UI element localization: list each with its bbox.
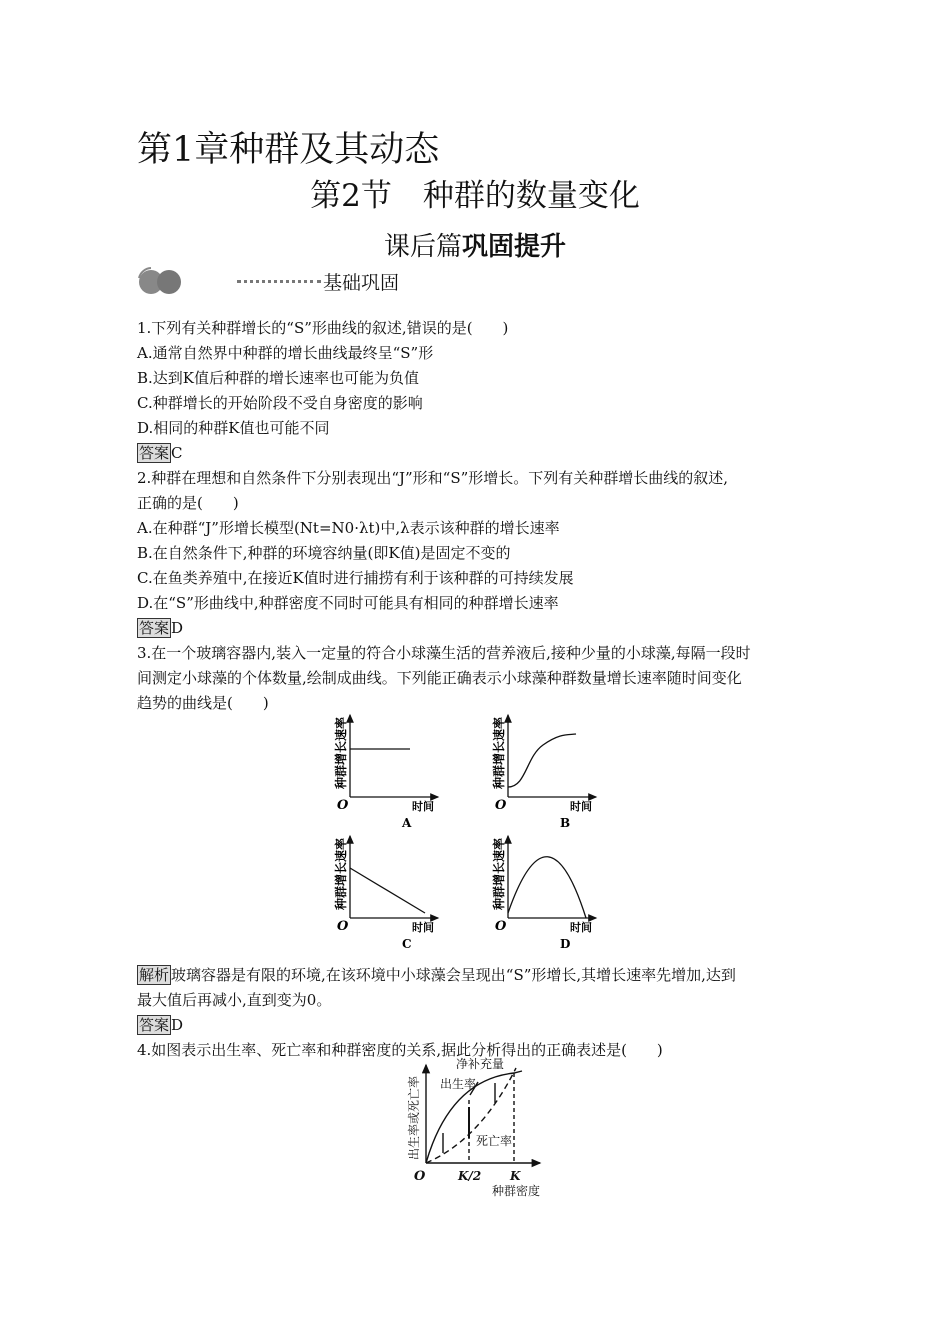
graph-b-origin: O xyxy=(495,798,507,813)
graph-b-xlabel: 时间 xyxy=(570,800,592,813)
part-prefix: 课后篇 xyxy=(383,232,462,262)
death-rate-label: 死亡率 xyxy=(476,1134,513,1148)
graph-a-xlabel: 时间 xyxy=(412,800,434,813)
analysis-tag: 解析 xyxy=(139,966,170,984)
q2-stem-2: 正确的是( ) xyxy=(137,494,239,512)
q3-stem-3: 趋势的曲线是( ) xyxy=(137,694,269,712)
graph-c-xlabel: 时间 xyxy=(412,921,434,934)
q2-option-d: D.在“S”形曲线中,种群密度不同时可能具有相同的种群增长速率 xyxy=(137,594,559,612)
q4-xlabel: 种群密度 xyxy=(492,1184,541,1198)
graph-d-xlabel: 时间 xyxy=(570,921,592,934)
graph-a-letter: A xyxy=(402,816,412,830)
q1-option-a: A.通常自然界中种群的增长曲线最终呈“S”形 xyxy=(137,344,434,362)
graph-c-letter: C xyxy=(402,937,412,951)
graph-c-curve xyxy=(350,868,425,913)
q4-stem: 4.如图表示出生率、死亡率和种群密度的关系,据此分析得出的正确表述是( ) xyxy=(137,1041,663,1059)
answer-value: D xyxy=(171,619,184,637)
q4-origin: O xyxy=(414,1169,426,1184)
q1-option-b: B.达到K值后种群的增长速率也可能为负值 xyxy=(137,369,419,387)
answer-tag: 答案 xyxy=(139,619,170,637)
q4-ylabel: 出生率或死亡率 xyxy=(407,1075,421,1160)
q3-analysis-and-q4 xyxy=(137,963,817,1063)
q2-option-b: B.在自然条件下,种群的环境容纳量(即K值)是固定不变的 xyxy=(137,544,511,562)
q2-option-a: A.在种群“J”形增长模型(Nt=N0·λt)中,λ表示该种群的增长速率 xyxy=(137,519,560,537)
q3-answer xyxy=(137,1013,817,1038)
chapter-title: 第1章种群及其动态 xyxy=(137,130,440,170)
q1-option-c: C.种群增长的开始阶段不受自身密度的影响 xyxy=(137,394,423,412)
q4-k-half: K/2 xyxy=(458,1169,482,1183)
graph-a-ylabel: 种群增长速率 xyxy=(334,716,348,789)
analysis-text: 玻璃容器是有限的环境,在该环境中小球藻会呈现出“S”形增长,其增长速率先增加,达到 xyxy=(171,966,736,984)
q4-figure xyxy=(406,1056,540,1198)
graph-c-ylabel: 种群增长速率 xyxy=(334,837,348,910)
section-title: 第2节 种群的数量变化 xyxy=(310,178,640,214)
q1-option-d: D.相同的种群K值也可能不同 xyxy=(137,419,330,437)
graph-d-origin: O xyxy=(495,919,507,934)
graph-d-ylabel: 种群增长速率 xyxy=(492,837,506,910)
answer-value: C xyxy=(171,444,183,462)
subsection-label: 基础巩固 xyxy=(323,271,400,294)
graph-d-letter: D xyxy=(560,937,571,951)
graph-b-curve xyxy=(508,734,576,787)
q3-stem-1: 3.在一个玻璃容器内,装入一定量的符合小球藻生活的营养液后,接种少量的小球藻,每隔一段时 xyxy=(137,644,751,662)
graph-d-curve xyxy=(508,857,586,918)
q2-stem-1: 2.种群在理想和自然条件下分别表现出“J”形和“S”形增长。下列有关种群增长曲线的叙述, xyxy=(137,469,729,487)
graph-c-origin: O xyxy=(337,919,349,934)
graph-a-origin: O xyxy=(337,798,349,813)
q4-k: K xyxy=(510,1169,521,1183)
q3-analysis-2: 最大值后再减小,直到变为0。 xyxy=(137,991,332,1009)
part-bold: 巩固提升 xyxy=(462,232,567,262)
answer-tag: 答案 xyxy=(139,444,170,462)
birth-rate-label: 出生率 xyxy=(440,1077,477,1091)
q1-stem: 1.下列有关种群增长的“S”形曲线的叙述,错误的是( ) xyxy=(137,319,509,337)
q2-option-c: C.在鱼类养殖中,在接近K值时进行捕捞有利于该种群的可持续发展 xyxy=(137,569,574,587)
graph-b-letter: B xyxy=(560,816,571,830)
answer-tag: 答案 xyxy=(139,1016,170,1034)
graph-b-ylabel: 种群增长速率 xyxy=(492,716,506,789)
q3-stem-2: 间测定小球藻的个体数量,绘制成曲线。下列能正确表示小球藻种群数量增长速率随时间变化 xyxy=(137,669,742,687)
answer-value: D xyxy=(171,1016,184,1034)
net-increase-label: 净补充量 xyxy=(456,1057,505,1071)
q3-analysis-1 xyxy=(137,963,817,988)
